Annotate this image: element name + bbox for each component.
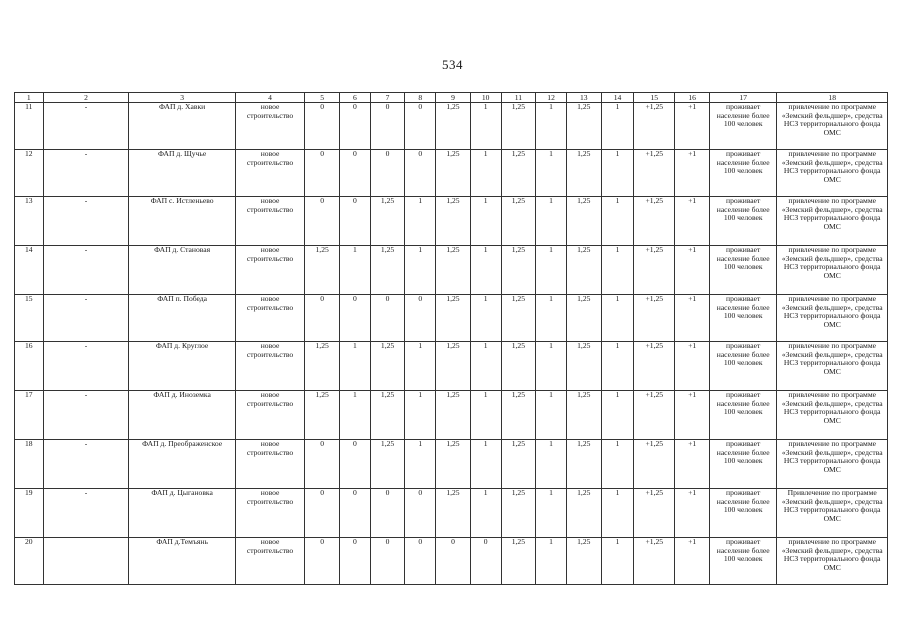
table-cell-col-4: новое строительство	[235, 246, 305, 295]
table-cell-col-12: 1	[536, 342, 567, 391]
table-cell-col-16: +1	[675, 246, 710, 295]
table-cell-col-11: 1,25	[501, 342, 536, 391]
table-cell-col-9: 1,25	[436, 489, 471, 538]
column-header-11: 11	[501, 93, 536, 103]
column-header-2: 2	[43, 93, 129, 103]
table-cell-col-12: 1	[536, 246, 567, 295]
table-cell-col-7: 0	[370, 538, 405, 585]
table-cell-col-14: 1	[601, 246, 634, 295]
table-cell-col-11: 1,25	[501, 489, 536, 538]
table-cell-col-14: 1	[601, 538, 634, 585]
table-cell-col-6: 1	[340, 391, 371, 440]
table-row	[15, 150, 888, 197]
column-header-15: 15	[634, 93, 675, 103]
table-cell-col-1: 16	[15, 342, 44, 391]
table-cell-col-17: проживает население более 100 человек	[709, 489, 776, 538]
table-cell-col-12: 1	[536, 489, 567, 538]
table-cell-col-4: новое строительство	[235, 538, 305, 585]
table-cell-col-3: ФАП с. Истленьево	[129, 197, 235, 246]
table-cell-col-6: 0	[340, 295, 371, 342]
table-cell-col-5: 0	[305, 295, 340, 342]
header-row	[15, 93, 888, 103]
table-cell-col-5: 0	[305, 489, 340, 538]
table-cell-col-18: привлечение по программе «Земский фельдшер», средства НСЗ территориального фонда ОМС	[777, 246, 888, 295]
table-cell-col-3: ФАП д. Становая	[129, 246, 235, 295]
table-cell-col-11: 1,25	[501, 391, 536, 440]
table-cell-col-13: 1,25	[566, 489, 601, 538]
column-header-16: 16	[675, 93, 710, 103]
column-header-14: 14	[601, 93, 634, 103]
table-cell-col-10: 1	[470, 150, 501, 197]
table-cell-col-2: -	[43, 246, 129, 295]
table-cell-col-2: -	[43, 103, 129, 150]
table-cell-col-4: новое строительство	[235, 197, 305, 246]
table-cell-col-6: 1	[340, 246, 371, 295]
table-cell-col-13: 1,25	[566, 440, 601, 489]
table-cell-col-9: 0	[436, 538, 471, 585]
table-cell-col-5: 1,25	[305, 246, 340, 295]
table-cell-col-14: 1	[601, 489, 634, 538]
table-cell-col-3: ФАП д. Хавки	[129, 103, 235, 150]
table-cell-col-11: 1,25	[501, 197, 536, 246]
table-cell-col-17: проживает население более 100 человек	[709, 440, 776, 489]
table-cell-col-1: 20	[15, 538, 44, 585]
table-cell-col-13: 1,25	[566, 342, 601, 391]
table-cell-col-2: -	[43, 440, 129, 489]
table-cell-col-16: +1	[675, 391, 710, 440]
table-cell-col-1: 15	[15, 295, 44, 342]
table-cell-col-13: 1,25	[566, 197, 601, 246]
table-cell-col-17: проживает население более 100 человек	[709, 197, 776, 246]
table-cell-col-10: 1	[470, 246, 501, 295]
column-header-9: 9	[436, 93, 471, 103]
table-cell-col-17: проживает население более 100 человек	[709, 103, 776, 150]
table-cell-col-4: новое строительство	[235, 295, 305, 342]
table-cell-col-13: 1,25	[566, 103, 601, 150]
table-cell-col-8: 1	[405, 391, 436, 440]
table-cell-col-5: 0	[305, 440, 340, 489]
column-header-5: 5	[305, 93, 340, 103]
table-cell-col-1: 12	[15, 150, 44, 197]
table-cell-col-9: 1,25	[436, 391, 471, 440]
table-cell-col-2: -	[43, 342, 129, 391]
table-cell-col-11: 1,25	[501, 103, 536, 150]
table-cell-col-7: 0	[370, 150, 405, 197]
table-cell-col-5: 1,25	[305, 391, 340, 440]
table-cell-col-16: +1	[675, 342, 710, 391]
table-cell-col-16: +1	[675, 103, 710, 150]
table-row	[15, 246, 888, 295]
table-cell-col-7: 1,25	[370, 342, 405, 391]
page-number: 534	[442, 57, 463, 72]
table-cell-col-2: -	[43, 489, 129, 538]
table-cell-col-16: +1	[675, 197, 710, 246]
table-cell-col-14: 1	[601, 391, 634, 440]
table-cell-col-7: 0	[370, 103, 405, 150]
table-cell-col-10: 1	[470, 197, 501, 246]
table-cell-col-1: 14	[15, 246, 44, 295]
table-cell-col-18: привлечение по программе «Земский фельдшер», средства НСЗ территориального фонда ОМС	[777, 295, 888, 342]
table-cell-col-8: 1	[405, 342, 436, 391]
table-cell-col-12: 1	[536, 440, 567, 489]
table-cell-col-8: 1	[405, 197, 436, 246]
table-cell-col-11: 1,25	[501, 538, 536, 585]
table-cell-col-15: +1,25	[634, 342, 675, 391]
table-cell-col-18: привлечение по программе «Земский фельдшер», средства НСЗ территориального фонда ОМС	[777, 103, 888, 150]
table-cell-col-11: 1,25	[501, 246, 536, 295]
table-body	[15, 103, 888, 585]
table-cell-col-9: 1,25	[436, 342, 471, 391]
table-cell-col-6: 0	[340, 538, 371, 585]
column-header-13: 13	[566, 93, 601, 103]
table-cell-col-10: 1	[470, 295, 501, 342]
table-cell-col-16: +1	[675, 538, 710, 585]
table-cell-col-6: 1	[340, 342, 371, 391]
table-cell-col-14: 1	[601, 103, 634, 150]
table-cell-col-15: +1,25	[634, 489, 675, 538]
table-cell-col-4: новое строительство	[235, 489, 305, 538]
column-header-10: 10	[470, 93, 501, 103]
column-header-1: 1	[15, 93, 44, 103]
table-cell-col-1: 19	[15, 489, 44, 538]
table-row	[15, 342, 888, 391]
table-cell-col-8: 0	[405, 538, 436, 585]
table-row	[15, 489, 888, 538]
table-cell-col-15: +1,25	[634, 197, 675, 246]
table-cell-col-11: 1,25	[501, 150, 536, 197]
table-cell-col-7: 1,25	[370, 440, 405, 489]
table-cell-col-3: ФАП д. Иноземка	[129, 391, 235, 440]
column-header-12: 12	[536, 93, 567, 103]
table-cell-col-11: 1,25	[501, 295, 536, 342]
table-cell-col-5: 1,25	[305, 342, 340, 391]
table-cell-col-5: 0	[305, 103, 340, 150]
table-cell-col-10: 1	[470, 103, 501, 150]
table-cell-col-10: 1	[470, 391, 501, 440]
table-cell-col-2: -	[43, 295, 129, 342]
table-cell-col-6: 0	[340, 197, 371, 246]
table-cell-col-1: 11	[15, 103, 44, 150]
table-cell-col-8: 0	[405, 150, 436, 197]
table-cell-col-10: 1	[470, 342, 501, 391]
table-row	[15, 440, 888, 489]
table-row	[15, 103, 888, 150]
table-cell-col-9: 1,25	[436, 103, 471, 150]
table-cell-col-8: 1	[405, 440, 436, 489]
table-cell-col-5: 0	[305, 150, 340, 197]
table-cell-col-18: привлечение по программе «Земский фельдшер», средства НСЗ территориального фонда ОМС	[777, 342, 888, 391]
column-header-8: 8	[405, 93, 436, 103]
table-row	[15, 538, 888, 585]
table-row	[15, 391, 888, 440]
table-cell-col-3: ФАП д. Преображенское	[129, 440, 235, 489]
table-cell-col-2: -	[43, 197, 129, 246]
table-cell-col-5: 0	[305, 197, 340, 246]
table-cell-col-14: 1	[601, 197, 634, 246]
table-cell-col-17: проживает население более 100 человек	[709, 342, 776, 391]
column-header-7: 7	[370, 93, 405, 103]
table-cell-col-14: 1	[601, 150, 634, 197]
table-cell-col-12: 1	[536, 391, 567, 440]
table-cell-col-1: 17	[15, 391, 44, 440]
table-cell-col-2	[43, 538, 129, 585]
table-cell-col-15: +1,25	[634, 391, 675, 440]
table-cell-col-8: 0	[405, 103, 436, 150]
table-cell-col-15: +1,25	[634, 538, 675, 585]
table-cell-col-7: 1,25	[370, 246, 405, 295]
table-cell-col-10: 1	[470, 489, 501, 538]
table-cell-col-5: 0	[305, 538, 340, 585]
table-cell-col-12: 1	[536, 538, 567, 585]
data-table	[14, 92, 888, 585]
table-cell-col-4: новое строительство	[235, 440, 305, 489]
table-cell-col-9: 1,25	[436, 150, 471, 197]
table-cell-col-7: 0	[370, 489, 405, 538]
table-cell-col-4: новое строительство	[235, 150, 305, 197]
table-cell-col-18: привлечение по программе «Земский фельдшер», средства НСЗ территориального фонда ОМС	[777, 440, 888, 489]
table-cell-col-18: Привлечение по программе «Земский фельдшер», средства НСЗ территориального фонда ОМС	[777, 489, 888, 538]
table-cell-col-11: 1,25	[501, 440, 536, 489]
table-cell-col-17: проживает население более 100 человек	[709, 391, 776, 440]
table-cell-col-7: 1,25	[370, 391, 405, 440]
column-header-17: 17	[709, 93, 776, 103]
table-cell-col-3: ФАП д.Темъянь	[129, 538, 235, 585]
table-cell-col-14: 1	[601, 342, 634, 391]
table-cell-col-9: 1,25	[436, 295, 471, 342]
table-cell-col-15: +1,25	[634, 103, 675, 150]
table-row	[15, 197, 888, 246]
column-header-18: 18	[777, 93, 888, 103]
table-cell-col-2: -	[43, 391, 129, 440]
table-cell-col-4: новое строительство	[235, 103, 305, 150]
table-cell-col-13: 1,25	[566, 391, 601, 440]
column-header-4: 4	[235, 93, 305, 103]
table-cell-col-7: 1,25	[370, 197, 405, 246]
table-cell-col-8: 1	[405, 246, 436, 295]
table-cell-col-18: привлечение по программе «Земский фельдшер», средства НСЗ территориального фонда ОМС	[777, 538, 888, 585]
table-cell-col-3: ФАП д. Круглое	[129, 342, 235, 391]
table-cell-col-2: -	[43, 150, 129, 197]
table-cell-col-6: 0	[340, 489, 371, 538]
table-cell-col-9: 1,25	[436, 197, 471, 246]
table-cell-col-13: 1,25	[566, 150, 601, 197]
table-cell-col-9: 1,25	[436, 440, 471, 489]
table-cell-col-7: 0	[370, 295, 405, 342]
table-cell-col-3: ФАП д. Цыгановка	[129, 489, 235, 538]
table-cell-col-9: 1,25	[436, 246, 471, 295]
table-cell-col-10: 0	[470, 538, 501, 585]
table-cell-col-13: 1,25	[566, 295, 601, 342]
table-cell-col-8: 0	[405, 295, 436, 342]
table-cell-col-3: ФАП д. Щучье	[129, 150, 235, 197]
table-cell-col-10: 1	[470, 440, 501, 489]
table-cell-col-1: 18	[15, 440, 44, 489]
table-cell-col-16: +1	[675, 440, 710, 489]
table-cell-col-13: 1,25	[566, 246, 601, 295]
table-cell-col-17: проживает население более 100 человек	[709, 150, 776, 197]
table-cell-col-17: проживает население более 100 человек	[709, 295, 776, 342]
table-cell-col-13: 1,25	[566, 538, 601, 585]
table-cell-col-16: +1	[675, 150, 710, 197]
table-cell-col-18: привлечение по программе «Земский фельдшер», средства НСЗ территориального фонда ОМС	[777, 391, 888, 440]
column-header-3: 3	[129, 93, 235, 103]
table-cell-col-15: +1,25	[634, 246, 675, 295]
table-cell-col-12: 1	[536, 197, 567, 246]
table-cell-col-12: 1	[536, 103, 567, 150]
table-cell-col-15: +1,25	[634, 150, 675, 197]
table-cell-col-1: 13	[15, 197, 44, 246]
table-cell-col-15: +1,25	[634, 440, 675, 489]
column-header-6: 6	[340, 93, 371, 103]
table-row	[15, 295, 888, 342]
table-cell-col-15: +1,25	[634, 295, 675, 342]
table-cell-col-14: 1	[601, 440, 634, 489]
table-cell-col-12: 1	[536, 295, 567, 342]
table-cell-col-16: +1	[675, 295, 710, 342]
table-cell-col-18: привлечение по программе «Земский фельдшер», средства НСЗ территориального фонда ОМС	[777, 197, 888, 246]
table-cell-col-8: 0	[405, 489, 436, 538]
table-cell-col-18: привлечение по программе «Земский фельдшер», средства НСЗ территориального фонда ОМС	[777, 150, 888, 197]
table-cell-col-4: новое строительство	[235, 342, 305, 391]
table-cell-col-6: 0	[340, 103, 371, 150]
table-cell-col-17: проживает население более 100 человек	[709, 538, 776, 585]
table-cell-col-17: проживает население более 100 человек	[709, 246, 776, 295]
table-cell-col-6: 0	[340, 150, 371, 197]
table-cell-col-3: ФАП п. Победа	[129, 295, 235, 342]
table-cell-col-14: 1	[601, 295, 634, 342]
table-cell-col-12: 1	[536, 150, 567, 197]
table-cell-col-4: новое строительство	[235, 391, 305, 440]
table-cell-col-16: +1	[675, 489, 710, 538]
table-cell-col-6: 0	[340, 440, 371, 489]
